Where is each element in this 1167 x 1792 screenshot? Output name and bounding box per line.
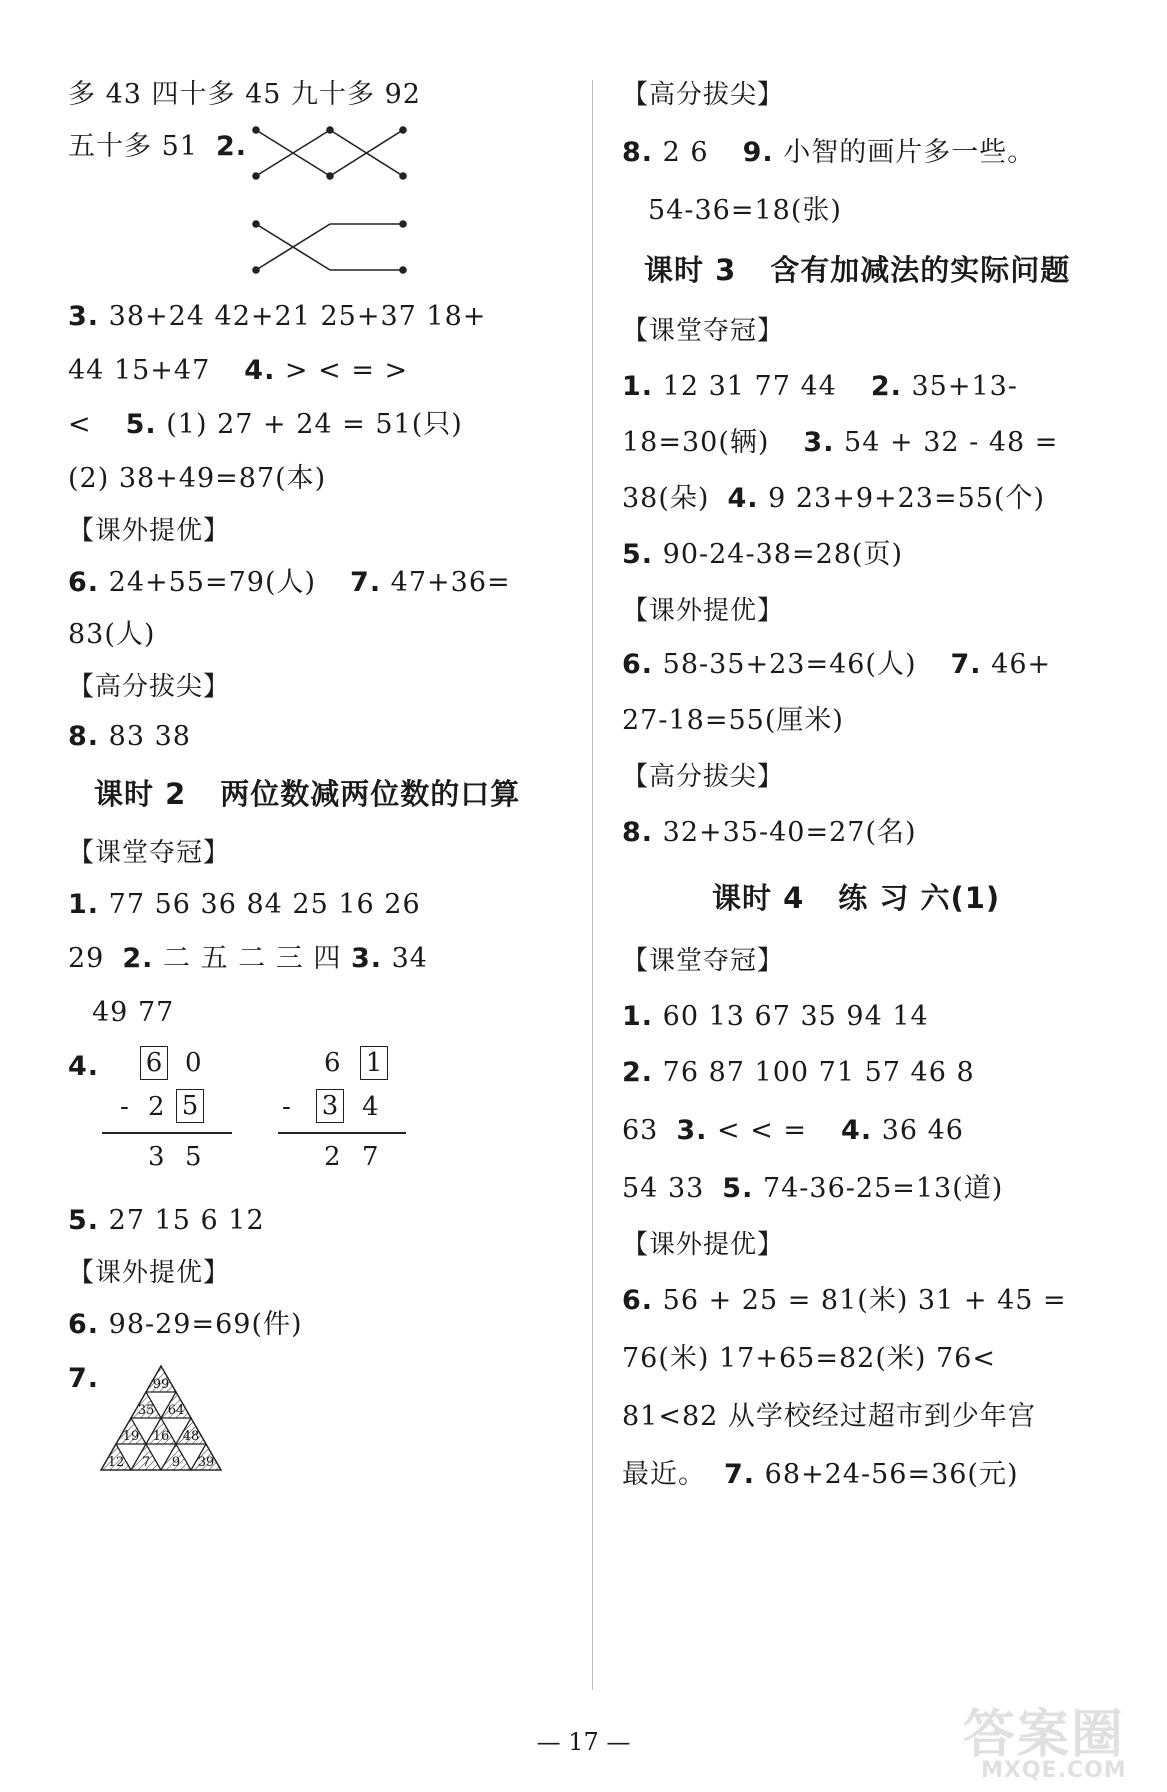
line-left-q4b: < 5. (1) 27 + 24 = 51(只) — [68, 409, 463, 440]
column-divider — [592, 80, 593, 1690]
line-left-q6: 6. 24+55=79(人) 7. 47+36= — [68, 567, 511, 598]
minus-sign: - — [282, 1092, 291, 1122]
line-l3-q7b: 27-18=55(厘米) — [622, 705, 844, 736]
watermark-logo: 答案圈 MXQE.COM — [963, 1705, 1127, 1783]
line-left-q3b: 44 15+47 4. > < = > — [68, 355, 409, 386]
digit-box: 3 — [316, 1089, 344, 1123]
line-l4-q1: 1. 60 13 67 35 94 14 — [622, 1001, 929, 1032]
line-l2-q1b: 29 2. 二 五 二 三 四 3. 34 — [68, 943, 428, 974]
section-extra-2: 【课外提优】 — [68, 1258, 231, 1288]
matching-lines-diagram — [248, 122, 418, 282]
result-line — [102, 1132, 232, 1134]
pyramid-cell: 39 — [197, 1455, 215, 1470]
line-l3-q2b: 18=30(辆) 3. 54 + 32 - 48 = — [622, 427, 1059, 458]
result-line — [278, 1132, 406, 1134]
digit: 4 — [362, 1092, 379, 1122]
digit: 2 — [324, 1142, 341, 1172]
line-left-q3: 3. 38+24 42+21 25+37 18+ — [68, 301, 487, 332]
pyramid-cell: 64 — [167, 1403, 185, 1418]
lesson-4-heading: 课时 4 练 习 六(1) — [712, 881, 1001, 915]
line-left-2: 五十多 51 2. — [68, 131, 247, 162]
pyramid-cell: 99 — [152, 1377, 170, 1392]
line-left-q8: 8. 83 38 — [68, 721, 191, 752]
page-number: — 17 — — [536, 1728, 631, 1756]
digit-box: 6 — [140, 1046, 168, 1080]
vertical-subtraction-2 — [278, 1044, 408, 1172]
digit: 2 — [148, 1092, 165, 1122]
line-l3-q1: 1. 12 31 77 44 2. 35+13- — [622, 371, 1018, 402]
line-l3-q5: 5. 90-24-38=28(页) — [622, 539, 904, 570]
line-l3-q8: 8. 32+35-40=27(名) — [622, 817, 917, 848]
line-l4-q2b: 63 3. < < = 4. 36 46 — [622, 1115, 964, 1146]
line-l4-q4b: 54 33 5. 74-36-25=13(道) — [622, 1173, 1004, 1204]
lesson-3-heading: 课时 3 含有加减法的实际问题 — [644, 253, 1071, 287]
line-l3-q3b: 38(朵) 4. 9 23+9+23=55(个) — [622, 483, 1046, 514]
section-class-r2: 【课堂夺冠】 — [622, 946, 785, 976]
pyramid-cell: 12 — [107, 1455, 125, 1470]
section-extra-r2: 【课外提优】 — [622, 1230, 785, 1260]
digit: 5 — [185, 1142, 202, 1172]
line-l2-q3b: 49 77 — [92, 997, 175, 1028]
line-l3-q6: 6. 58-35+23=46(人) 7. 46+ — [622, 649, 1052, 680]
section-top-r2: 【高分拔尖】 — [622, 762, 785, 792]
section-top-1: 【高分拔尖】 — [68, 672, 231, 702]
digit: 6 — [324, 1048, 341, 1078]
line-l2-q1: 1. 77 56 36 84 25 16 26 — [68, 889, 421, 920]
pyramid-cell: 16 — [152, 1429, 170, 1444]
line-left-q5b: (2) 38+49=87(本) — [68, 463, 327, 494]
vertical-subtraction-1 — [102, 1044, 222, 1172]
section-extra-r1: 【课外提优】 — [622, 596, 785, 626]
digit: 3 — [148, 1142, 165, 1172]
line-l2-q4-label: 4. — [68, 1051, 100, 1082]
line-l4-q2: 2. 76 87 100 71 57 46 8 — [622, 1057, 975, 1088]
digit: 0 — [185, 1048, 202, 1078]
line-l2-q5: 5. 27 15 6 12 — [68, 1205, 265, 1236]
digit-box: 1 — [360, 1046, 388, 1080]
line-r-q8: 8. 2 6 9. 小智的画片多一些。 — [622, 137, 1036, 168]
pyramid-cell: 7 — [141, 1455, 151, 1470]
line-left-1: 多 43 四十多 45 九十多 92 — [68, 79, 421, 110]
section-top-r1: 【高分拔尖】 — [622, 80, 785, 110]
lesson-2-heading: 课时 2 两位数减两位数的口算 — [94, 777, 521, 811]
number-pyramid — [96, 1356, 256, 1496]
line-r-q9b: 54-36=18(张) — [648, 195, 842, 226]
digit-box: 5 — [176, 1089, 204, 1123]
line-l4-q6d: 81<82 从学校经过超市到少年宫 — [622, 1401, 1036, 1432]
minus-sign: - — [120, 1092, 129, 1122]
section-class-2: 【课堂夺冠】 — [68, 838, 231, 868]
section-extra-1: 【课外提优】 — [68, 516, 231, 546]
pyramid-cell: 48 — [182, 1429, 200, 1444]
line-l2-q7: 7. — [68, 1363, 100, 1394]
line-l4-q6c: 76(米) 17+65=82(米) 76< — [622, 1343, 996, 1374]
line-l2-q6: 6. 98-29=69(件) — [68, 1309, 303, 1340]
digit: 7 — [362, 1142, 379, 1172]
line-left-q7b: 83(人) — [68, 619, 156, 650]
pyramid-cell: 9 — [171, 1455, 181, 1470]
section-class-r1: 【课堂夺冠】 — [622, 316, 785, 346]
pyramid-cell: 35 — [137, 1403, 155, 1418]
pyramid-cell: 19 — [122, 1429, 140, 1444]
line-l4-q6: 6. 56 + 25 = 81(米) 31 + 45 = — [622, 1285, 1067, 1316]
line-l4-q6e: 最近。 7. 68+24-56=36(元) — [622, 1459, 1019, 1490]
